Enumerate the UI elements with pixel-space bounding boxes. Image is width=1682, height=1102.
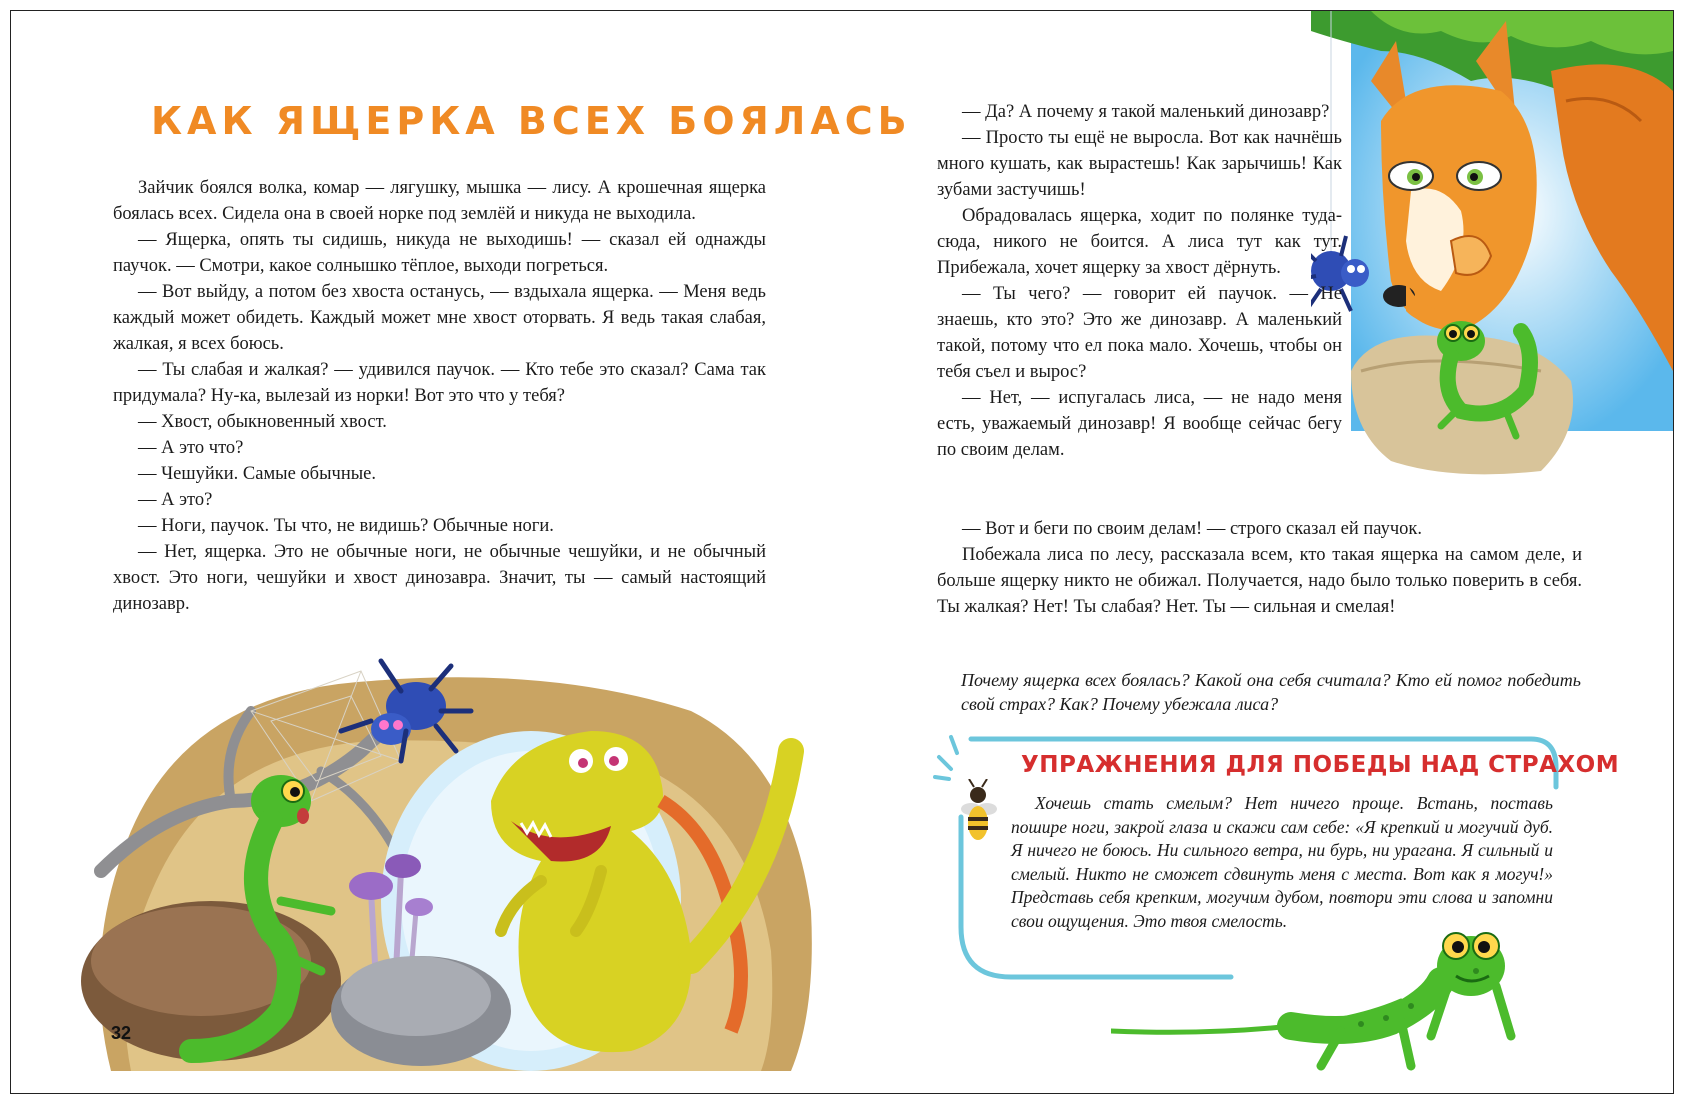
paragraph: — А это что? — [138, 438, 244, 458]
paragraph: — Ящерка, опять ты сидишь, никуда не выходишь! — сказал ей однажды паучок. — Смотри, какое солнышко тёплое, выходи погреться. — [113, 230, 766, 276]
paragraph: — А это? — [138, 490, 213, 510]
book-spread — [10, 10, 1674, 1094]
paragraph: — Вот и беги по своим делам! — строго сказал ей паучок. — [962, 519, 1422, 539]
paragraph: — Просто ты ещё не выросла. Вот как начнёшь много кушать, как вырастешь! Как зарычишь! Как зубами застучишь! — [937, 128, 1342, 200]
story-right-column-top — [937, 99, 1342, 463]
lizard-illustration — [1111, 926, 1531, 1076]
bee-icon — [957, 779, 999, 851]
paragraph: — Хвост, обыкновенный хвост. — [138, 412, 387, 432]
cave-scene-illustration — [71, 651, 831, 1071]
story-left-column — [113, 175, 766, 617]
page-title: КАК ЯЩЕРКА ВСЕХ БОЯЛАСЬ — [151, 99, 912, 143]
paragraph: Обрадовалась ящерка, ходит по полянке туда-сюда, никого не боится. А лиса тут как тут. Прибежала, хочет ящерку за хвост дёрнуть. — [937, 206, 1342, 278]
fox-scene-illustration — [1311, 11, 1673, 491]
paragraph: — Чешуйки. Самые обычные. — [138, 464, 376, 484]
page-number: 32 — [111, 1023, 132, 1043]
discussion-questions: Почему ящерка всех боялась? Какой она себя считала? Кто ей помог победить свой страх? Как? Почему убежала лиса? — [961, 670, 1581, 714]
paragraph: — Вот выйду, а потом без хвоста останусь, — вздыхала ящерка. — Меня ведь каждый может обидеть. Каждый может мне хвост оторвать. Я ведь такая слабая, жалкая, я всех боюсь. — [113, 282, 766, 354]
story-right-column-bottom — [937, 516, 1582, 620]
paragraph: — Нет, — испугалась лиса, — не надо меня есть, уважаемый динозавр! Я вообще сейчас бегу по своим делам. — [937, 388, 1342, 460]
exercise-text: Хочешь стать смелым? Нет ничего проще. Встань, поставь пошире ноги, закрой глаза и скажи сам себе: «Я крепкий и могучий дуб. Я ничего не боюсь. Ни сильного ветра, ни бурь, ни урагана. Я сильный и смелый. Никто не сможет сдвинуть меня с места. Вот как я могуч!» Представь себя крепким, могучим дубом, повтори эти слова и запомни свои ощущения. Это твоя смелость. — [1011, 793, 1553, 931]
exercise-title: УПРАЖНЕНИЯ ДЛЯ ПОБЕДЫ НАД СТРАХОМ — [1021, 752, 1620, 778]
paragraph: — Ты слабая и жалкая? — удивился паучок. — Кто тебе это сказал? Сама так придумала? Ну-ка, вылезай из норки! Вот это что у тебя? — [113, 360, 766, 406]
paragraph: — Ноги, паучок. Ты что, не видишь? Обычные ноги. — [138, 516, 554, 536]
paragraph: Побежала лиса по лесу, рассказала всем, кто такая ящерка на самом деле, и больше ящерку никто не обижал. Получается, надо было только поверить в себя. Ты жалкая? Нет! Ты слабая? Нет. Ты — сильная и смелая! — [937, 545, 1582, 617]
paragraph: — Нет, ящерка. Это не обычные ноги, не обычные чешуйки, и не обычный хвост. Это ноги, чешуйки и хвост динозавра. Значит, ты — самый настоящий динозавр. — [113, 542, 766, 614]
paragraph: Зайчик боялся волка, комар — лягушку, мышка — лису. А крошечная ящерка боялась всех. Сидела она в своей норке под землёй и никуда не выходила. — [113, 178, 766, 224]
paragraph: — Да? А почему я такой маленький динозавр? — [962, 102, 1330, 122]
paragraph: — Ты чего? — говорит ей паучок. — Не знаешь, кто это? Это же динозавр. А маленький такой, потому что ел пока мало. Хочешь, чтобы он тебя съел и вырос? — [937, 284, 1342, 382]
